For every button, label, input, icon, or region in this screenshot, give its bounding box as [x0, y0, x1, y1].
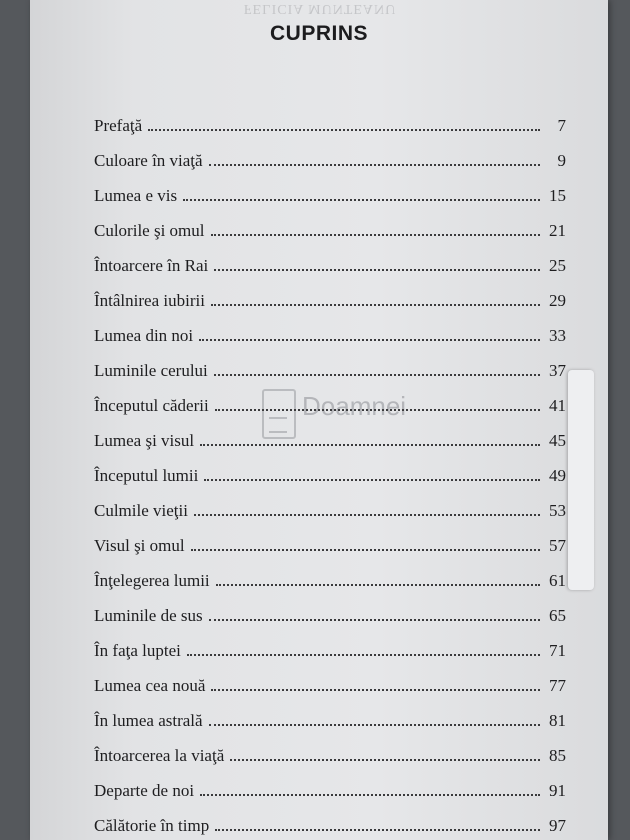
- watermark-text: Doamnei: [302, 391, 407, 421]
- toc-entry-page: 91: [549, 781, 566, 800]
- toc-leader-dots: [209, 723, 540, 726]
- toc-entry-title: Culmile vieţii: [94, 501, 188, 520]
- toc-leader-dots: [200, 443, 540, 446]
- toc-leader-dots: [183, 198, 540, 201]
- toc-leader-dots: [148, 128, 540, 131]
- toc-leader-dots: [211, 688, 540, 691]
- toc-entry: [94, 241, 566, 276]
- toc-entry: [94, 766, 566, 801]
- toc-entry: [94, 136, 566, 171]
- toc-entry: [94, 101, 566, 136]
- toc-leader-dots: [209, 163, 540, 166]
- toc-entry: [94, 451, 566, 486]
- toc-leader-dots: [215, 408, 540, 411]
- toc-leader-dots: [200, 793, 540, 796]
- toc-entry: [94, 346, 566, 381]
- book-page: [30, 0, 608, 840]
- toc-entry-page: 41: [549, 396, 566, 415]
- toc-leader-dots: [204, 478, 540, 481]
- toc-leader-dots: [211, 233, 541, 236]
- toc-entry: [94, 731, 566, 766]
- toc-entry: [94, 416, 566, 451]
- toc-entry-page: 9: [557, 151, 566, 170]
- toc-entry-page: 49: [549, 466, 566, 485]
- toc-leader-dots: [215, 828, 540, 831]
- toc-entry-page: 61: [549, 571, 566, 590]
- toc-entry-title: În lumea astrală: [94, 711, 203, 730]
- bleed-through-header: FELICIA MUNTEANU: [243, 1, 397, 16]
- toc-entry-title: Culorile şi omul: [94, 221, 205, 240]
- toc-entry-page: 21: [549, 221, 566, 240]
- toc-entry: [94, 276, 566, 311]
- toc-entry: [94, 206, 566, 241]
- toc-entry: [94, 556, 566, 591]
- toc-entry: [94, 521, 566, 556]
- toc-entry-page: 97: [549, 816, 566, 835]
- toc-entry-title: Înţelegerea lumii: [94, 571, 210, 590]
- toc-leader-dots: [230, 758, 540, 761]
- toc-entry-title: Întoarcere în Rai: [94, 256, 209, 275]
- toc-entry-title: Începutul căderii: [94, 396, 209, 415]
- toc-entry-page: 85: [549, 746, 566, 765]
- toc-entry: [94, 696, 566, 731]
- toc-entry-page: 7: [557, 116, 566, 135]
- toc-leader-dots: [187, 653, 540, 656]
- toc-entry-page: 57: [549, 536, 566, 555]
- toc-entry-page: 77: [549, 676, 566, 695]
- toc-entry-title: Întâlnirea iubirii: [94, 291, 205, 310]
- toc-entry-title: Luminile de sus: [94, 606, 203, 625]
- toc-entry-page: 71: [549, 641, 566, 660]
- toc-leader-dots: [214, 268, 540, 271]
- toc-leader-dots: [191, 548, 540, 551]
- toc-leader-dots: [199, 338, 540, 341]
- toc-entry: [94, 381, 566, 416]
- toc-entry-title: Lumea şi visul: [94, 431, 195, 450]
- next-page-edge: [568, 370, 594, 590]
- toc-leader-dots: [194, 513, 540, 516]
- toc-entry: [94, 486, 566, 521]
- toc-entry-page: 33: [549, 326, 566, 345]
- toc-entry-title: Lumea e vis: [94, 186, 178, 205]
- toc-entry-title: Culoare în viaţă: [94, 151, 203, 170]
- toc-entry-title: Lumea cea nouă: [94, 676, 206, 695]
- toc-entry-page: 25: [549, 256, 566, 275]
- toc-entry-page: 81: [549, 711, 566, 730]
- toc-entry-page: 65: [549, 606, 566, 625]
- toc-leader-dots: [211, 303, 540, 306]
- toc-entry-title: Departe de noi: [94, 781, 195, 800]
- toc-entry: [94, 171, 566, 206]
- toc-entry: [94, 661, 566, 696]
- toc-entry: [94, 801, 566, 836]
- toc-entry-title: Călătorie în timp: [94, 816, 210, 835]
- toc-entry-page: 45: [549, 431, 566, 450]
- toc-entry-title: Întoarcerea la viaţă: [94, 746, 225, 765]
- toc-entry: [94, 311, 566, 346]
- toc-entry-page: 29: [549, 291, 566, 310]
- toc-entry: [94, 626, 566, 661]
- toc-entry: [94, 591, 566, 626]
- toc-entry-title: Visul şi omul: [94, 536, 185, 555]
- toc-entry-title: Luminile cerului: [94, 361, 208, 380]
- page-title: CUPRINS: [269, 22, 368, 45]
- toc-entry-title: În faţa luptei: [94, 641, 181, 660]
- table-of-contents: [94, 101, 566, 836]
- toc-entry-title: Lumea din noi: [94, 326, 194, 345]
- toc-leader-dots: [216, 583, 540, 586]
- toc-leader-dots: [209, 618, 540, 621]
- toc-entry-title: Prefaţă: [94, 116, 143, 135]
- toc-leader-dots: [214, 373, 540, 376]
- toc-entry-page: 53: [549, 501, 566, 520]
- toc-entry-page: 15: [549, 186, 566, 205]
- toc-entry-title: Începutul lumii: [94, 466, 199, 485]
- toc-entry-page: 37: [549, 361, 566, 380]
